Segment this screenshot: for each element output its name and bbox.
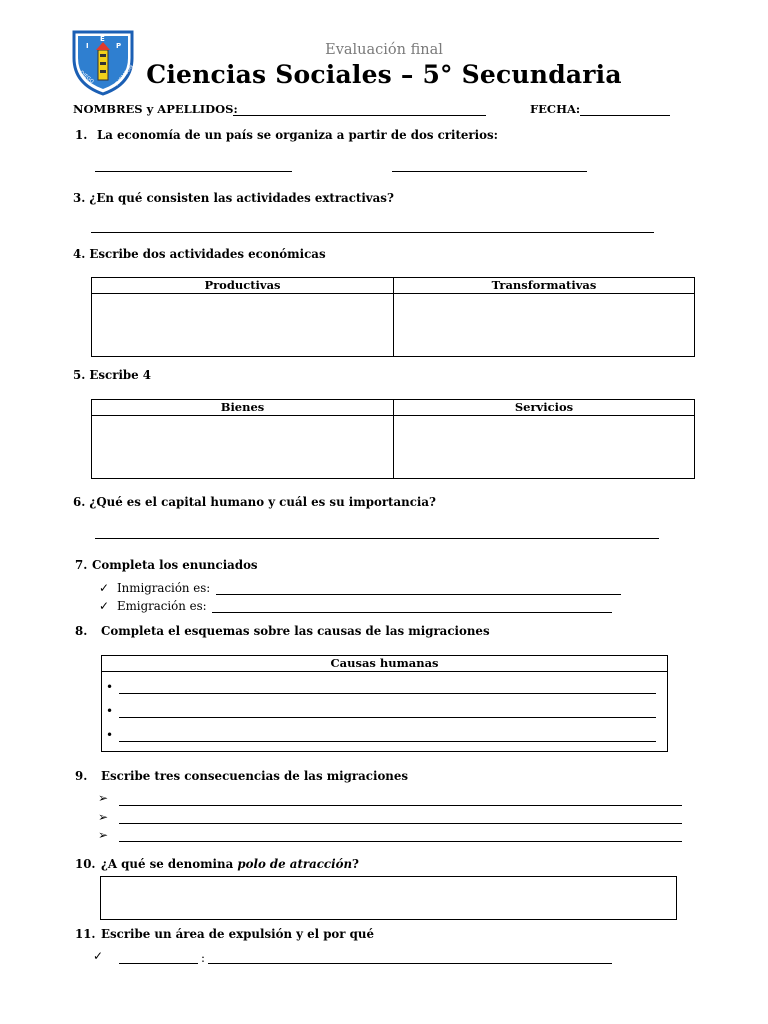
svg-text:DIEGO: DIEGO bbox=[78, 69, 95, 85]
q11-area-field[interactable] bbox=[119, 963, 198, 964]
q8-cause-field-2[interactable] bbox=[119, 717, 656, 718]
q7-item-inmigracion bbox=[99, 581, 210, 595]
q5-answer-cell-servicios[interactable] bbox=[394, 416, 695, 479]
q4-column-transformativas: Transformativas bbox=[394, 278, 695, 294]
q3-text: 3. ¿En qué consisten las actividades extractivas? bbox=[73, 191, 394, 205]
q7-item-label: Emigración es: bbox=[117, 599, 207, 613]
q5-column-servicios: Servicios bbox=[394, 400, 695, 416]
q4-text: 4. Escribe dos actividades económicas bbox=[73, 247, 326, 261]
q1-text: La economía de un país se organiza a partir de dos criterios: bbox=[97, 128, 498, 142]
q9-consequence-field-1[interactable] bbox=[119, 805, 682, 806]
q9-number: 9. bbox=[75, 769, 88, 783]
q1-number: 1. bbox=[75, 128, 88, 142]
q5-answer-cell-bienes[interactable] bbox=[92, 416, 394, 479]
checkmark-icon: ✓ bbox=[99, 581, 109, 595]
q8-scheme-box bbox=[101, 655, 668, 752]
q7-item-emigracion bbox=[99, 599, 207, 613]
q7-emigracion-field[interactable] bbox=[212, 612, 612, 613]
q11-reason-field[interactable] bbox=[208, 963, 612, 964]
q10-text-italic: polo de atracción bbox=[237, 857, 353, 871]
q9-consequence-field-2[interactable] bbox=[119, 823, 682, 824]
q8-box-title: Causas humanas bbox=[102, 656, 667, 672]
bullet-dot-icon: • bbox=[106, 680, 114, 694]
names-label: NOMBRES y APELLIDOS: bbox=[73, 102, 238, 116]
q4-column-productivas: Productivas bbox=[92, 278, 394, 294]
q10-text-after: ? bbox=[352, 857, 359, 871]
q7-inmigracion-field[interactable] bbox=[216, 594, 621, 595]
arrowhead-bullet-icon: ➢ bbox=[98, 791, 109, 805]
page-title: Ciencias Sociales – 5° Secundaria bbox=[146, 60, 622, 89]
q7-text: Completa los enunciados bbox=[92, 558, 258, 572]
q1-answer-field-1[interactable] bbox=[95, 171, 292, 172]
q9-consequence-field-3[interactable] bbox=[119, 841, 682, 842]
svg-text:THOMSON: THOMSON bbox=[113, 64, 135, 88]
q10-text-before: ¿A qué se denomina bbox=[101, 857, 238, 871]
q8-cause-field-3[interactable] bbox=[119, 741, 656, 742]
q4-answer-cell-transformativas[interactable] bbox=[394, 294, 695, 357]
q11-number: 11. bbox=[75, 927, 96, 941]
svg-text:I: I bbox=[86, 42, 89, 50]
q10-number: 10. bbox=[75, 857, 96, 871]
bullet-dot-icon: • bbox=[106, 728, 114, 742]
names-field[interactable] bbox=[233, 115, 486, 116]
q6-answer-field[interactable] bbox=[95, 538, 659, 539]
q5-table bbox=[91, 399, 695, 479]
svg-text:P: P bbox=[116, 42, 122, 50]
checkmark-icon: ✓ bbox=[93, 949, 103, 963]
bullet-dot-icon: • bbox=[106, 704, 114, 718]
q4-answer-cell-productivas[interactable] bbox=[92, 294, 394, 357]
q8-number: 8. bbox=[75, 624, 88, 638]
date-label: FECHA: bbox=[530, 102, 581, 116]
q6-text: 6. ¿Qué es el capital humano y cuál es su importancia? bbox=[73, 495, 436, 509]
q10-text bbox=[101, 857, 359, 871]
checkmark-icon: ✓ bbox=[99, 599, 109, 613]
exam-subtitle: Evaluación final bbox=[325, 42, 443, 58]
q11-separator: : bbox=[201, 951, 205, 965]
q4-table bbox=[91, 277, 695, 357]
q5-text: 5. Escribe 4 bbox=[73, 368, 152, 382]
q7-number: 7. bbox=[75, 558, 88, 572]
date-field[interactable] bbox=[580, 115, 670, 116]
q9-text: Escribe tres consecuencias de las migraciones bbox=[101, 769, 409, 783]
arrowhead-bullet-icon: ➢ bbox=[98, 810, 109, 824]
q8-text: Completa el esquemas sobre las causas de las migraciones bbox=[101, 624, 490, 638]
q11-text: Escribe un área de expulsión y el por qué bbox=[101, 927, 374, 941]
q8-cause-field-1[interactable] bbox=[119, 693, 656, 694]
arrowhead-bullet-icon: ➢ bbox=[98, 828, 109, 842]
svg-text:E: E bbox=[100, 35, 105, 43]
q5-column-bienes: Bienes bbox=[92, 400, 394, 416]
q7-item-label: Inmigración es: bbox=[117, 581, 211, 595]
q1-answer-field-2[interactable] bbox=[392, 171, 587, 172]
q3-answer-field[interactable] bbox=[91, 232, 654, 233]
q10-answer-box[interactable] bbox=[100, 876, 677, 920]
